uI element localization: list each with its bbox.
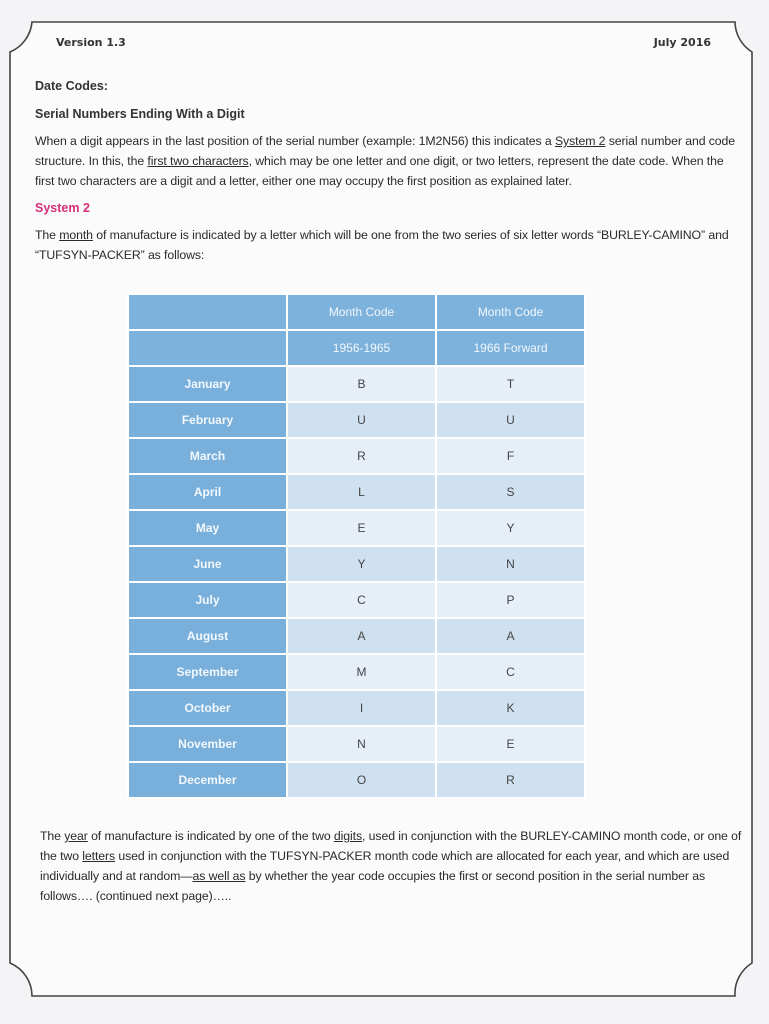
code-1956-cell: B <box>288 367 435 401</box>
month-cell: January <box>129 367 286 401</box>
date-label: July 2016 <box>653 36 711 49</box>
code-1966-cell: U <box>437 403 584 437</box>
table-row <box>129 439 584 473</box>
table-row <box>129 655 584 689</box>
header-month-code-1966: Month Code <box>437 295 584 329</box>
year-paragraph-block <box>40 826 755 906</box>
code-1956-cell: N <box>288 727 435 761</box>
month-intro-paragraph <box>35 225 745 265</box>
month-cell: March <box>129 439 286 473</box>
document-body <box>35 79 745 265</box>
year-underlined: year <box>64 829 88 843</box>
code-1956-cell: O <box>288 763 435 797</box>
subheader-1956-1965: 1956-1965 <box>288 331 435 365</box>
month-cell: October <box>129 691 286 725</box>
table-row <box>129 475 584 509</box>
intro-text-1: When a digit appears in the last position of the serial number (example: 1M2N56) this indicates a <box>35 134 555 148</box>
code-1966-cell: T <box>437 367 584 401</box>
month-cell: April <box>129 475 286 509</box>
year-text-5: by whether the year code occupies the first or second position in the serial number as follows…. (continued next page)….. <box>40 869 705 903</box>
code-1956-cell: C <box>288 583 435 617</box>
code-1966-cell: K <box>437 691 584 725</box>
code-1956-cell: I <box>288 691 435 725</box>
month-code-table <box>127 293 586 799</box>
system-heading: System 2 <box>35 201 90 215</box>
month-cell: December <box>129 763 286 797</box>
as-well-as-underlined: as well as <box>192 869 246 883</box>
month-intro-text-1: The <box>35 228 60 242</box>
first-two-characters-underlined: first two characters <box>147 154 249 168</box>
table-row <box>129 691 584 725</box>
header-month-code-1956: Month Code <box>288 295 435 329</box>
code-1966-cell: Y <box>437 511 584 545</box>
subheader-1966-forward: 1966 Forward <box>437 331 584 365</box>
month-cell: September <box>129 655 286 689</box>
table-row <box>129 511 584 545</box>
table-row <box>129 403 584 437</box>
table-row <box>129 763 584 797</box>
code-1956-cell: L <box>288 475 435 509</box>
year-text-4: used in conjunction with the TUFSYN-PACKER month code which are allocated for each year, and which are used individually and at random— <box>40 849 730 883</box>
month-cell: August <box>129 619 286 653</box>
subsection-title: Serial Numbers Ending With a Digit <box>35 107 245 121</box>
code-1966-cell: S <box>437 475 584 509</box>
intro-paragraph <box>35 131 745 191</box>
code-1956-cell: A <box>288 619 435 653</box>
code-1966-cell: P <box>437 583 584 617</box>
table-row <box>129 619 584 653</box>
code-1966-cell: R <box>437 763 584 797</box>
code-1966-cell: N <box>437 547 584 581</box>
code-1956-cell: U <box>288 403 435 437</box>
code-1966-cell: A <box>437 619 584 653</box>
code-1966-cell: F <box>437 439 584 473</box>
code-1956-cell: E <box>288 511 435 545</box>
header-corner-cell <box>129 295 286 329</box>
table-header-row <box>129 295 584 329</box>
digits-underlined: digits <box>333 829 363 843</box>
code-1956-cell: R <box>288 439 435 473</box>
table-row <box>129 547 584 581</box>
month-cell: February <box>129 403 286 437</box>
table-row <box>129 727 584 761</box>
month-cell: May <box>129 511 286 545</box>
intro-text-3: , which may be one letter and one digit, or two letters, represent the date code. When the first two characters are a digit and a letter, either one may occupy the first position as explained later. <box>35 154 724 188</box>
month-cell: November <box>129 727 286 761</box>
intro-text-2: serial number and code structure. In this, the <box>35 134 736 168</box>
month-intro-text-2: of manufacture is indicated by a letter which will be one from the two series of six letter words “BURLEY-CAMINO” and “TUFSYN-PACKER” as follows: <box>35 228 729 262</box>
table-subheader-row <box>129 331 584 365</box>
letters-underlined: letters <box>82 849 116 863</box>
year-text-3: , used in conjunction with the BURLEY-CAMINO month code, or one of the two <box>40 829 742 863</box>
code-1956-cell: M <box>288 655 435 689</box>
subheader-corner-cell <box>129 331 286 365</box>
month-cell: July <box>129 583 286 617</box>
year-text-2: of manufacture is indicated by one of the two <box>87 829 334 843</box>
table-row <box>129 583 584 617</box>
year-text-1: The <box>40 829 65 843</box>
code-1956-cell: Y <box>288 547 435 581</box>
system-2-underlined: System 2 <box>554 134 606 148</box>
year-paragraph <box>40 826 755 906</box>
month-cell: June <box>129 547 286 581</box>
month-underlined: month <box>59 228 93 242</box>
table-row <box>129 367 584 401</box>
code-1966-cell: C <box>437 655 584 689</box>
code-1966-cell: E <box>437 727 584 761</box>
section-title: Date Codes: <box>35 79 108 93</box>
version-label: Version 1.3 <box>56 36 126 49</box>
